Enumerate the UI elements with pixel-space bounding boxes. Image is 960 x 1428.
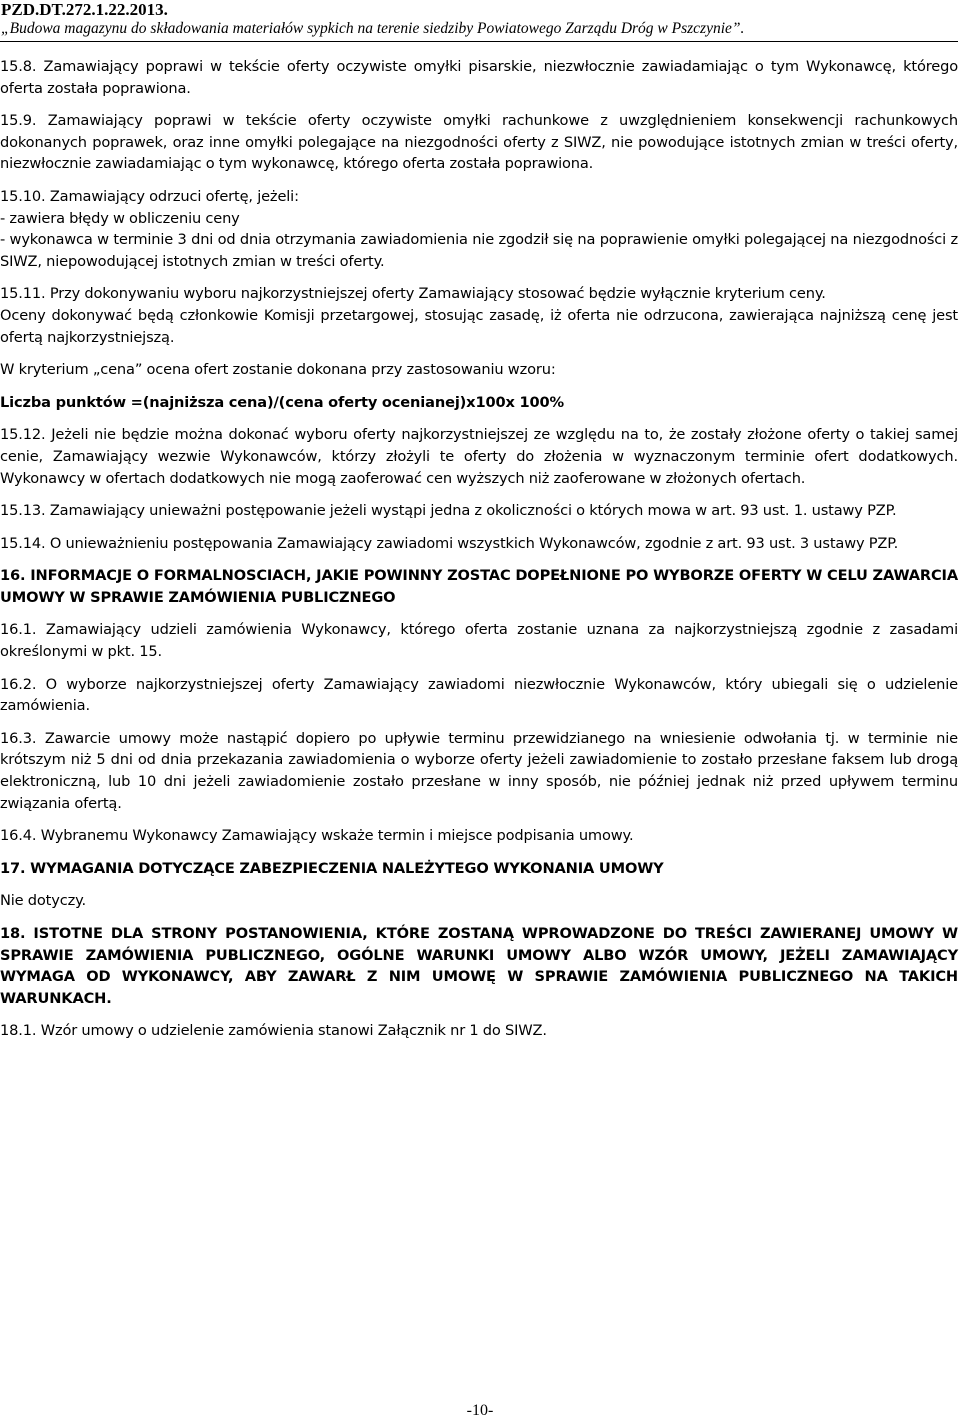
section-15-14	[0, 533, 958, 555]
section-number: 15.11.	[0, 285, 46, 303]
heading-16: 16. INFORMACJE O FORMALNOSCIACH, JAKIE POWINNY ZOSTAC DOPEŁNIONE PO WYBORZE OFERTY W CELU ZAWARCIA UMOWY W SPRAWIE ZAMÓWIENIA PUBLICZNEGO	[0, 567, 958, 606]
section-text-continued: Oceny dokonywać będą członkowie Komisji przetargowej, stosując zasadę, iż oferta nie odrzucona, zawierająca najniższą cenę jest ofertą najkorzystniejszą.	[0, 306, 958, 346]
section-text: Zawarcie umowy może nastąpić dopiero po upływie terminu przewidzianego na wniesienie odwołania tj. w terminie nie krótszym niż 5 dni od dnia przekazania zawiadomienia o wyborze oferty jeżeli zawiadomienie to zostało przesłane faksem lub drogą elektroniczną, lub 10 dni jeżeli zawiadomienie zostało przesłane w inny sposób, nie później jednak niż przed upływem terminu związania ofertą.	[0, 729, 958, 812]
section-15-13	[0, 500, 958, 522]
page-header	[0, 0, 960, 38]
section-text: Zamawiający udzieli zamówienia Wykonawcy, którego oferta zostanie uznana za najkorzystniejszą zgodnie z zasadami określonymi w pkt. 15.	[0, 621, 958, 661]
section-text: O wyborze najkorzystniejszej oferty Zamawiający zawiadomi niezwłocznie Wykonawców, który ubiegali się o udzielenie zamówienia.	[0, 675, 958, 715]
page-content	[0, 56, 958, 1053]
section-18-1	[0, 1020, 958, 1042]
section-intro	[0, 283, 958, 305]
section-number: 15.9.	[0, 112, 37, 130]
section-text: O unieważnieniu postępowania Zamawiający zawiadomi wszystkich Wykonawców, zgodnie z art. 93 ust. 3 ustawy PZP.	[49, 534, 899, 552]
section-intro	[0, 186, 958, 208]
list-item: - wykonawca w terminie 3 dni od dnia otrzymania zawiadomienia nie zgodził się na poprawienie omyłki polegającej na niezgodności z SIWZ, niepowodującej istotnych zmian w treści oferty.	[0, 231, 958, 270]
list-item: - zawiera błędy w obliczeniu ceny	[0, 209, 240, 227]
document-subject: „Budowa magazynu do składowania materiałów sypkich na terenie siedziby Powiatowego Zarządu Dróg w Pszczynie”.	[1, 20, 745, 37]
section-16-4	[0, 825, 958, 847]
section-text: Wzór umowy o udzielenie zamówienia stanowi Załącznik nr 1 do SIWZ.	[40, 1022, 547, 1040]
section-text: Przy dokonywaniu wyboru najkorzystniejszej oferty Zamawiający stosować będzie wyłącznie kryterium ceny.	[49, 285, 826, 303]
section-15-11	[0, 283, 958, 348]
section-number: 15.13.	[0, 502, 46, 520]
section-15-8	[0, 56, 958, 99]
section-15-12	[0, 424, 958, 489]
heading-17: 17. WYMAGANIA DOTYCZĄCE ZABEZPIECZENIA NALEŻYTEGO WYKONANIA UMOWY	[0, 859, 664, 877]
section-number: 16.1.	[0, 621, 37, 639]
scoring-formula: Liczba punktów =(najniższa cena)/(cena oferty ocenianej)x100x 100%	[0, 393, 564, 411]
section-16-3	[0, 728, 958, 814]
section-number: 15.10.	[0, 187, 46, 205]
section-number: 16.2.	[0, 675, 37, 693]
section-text: Zamawiający unieważni postępowanie jeżeli wystąpi jedna z okoliczności o których mowa w art. 93 ust. 1. ustawy PZP.	[49, 502, 897, 520]
section-15-10	[0, 186, 958, 272]
section-17-text: Nie dotyczy.	[0, 892, 87, 910]
section-text: Zamawiający odrzuci ofertę, jeżeli:	[49, 187, 299, 205]
page-number: -10-	[466, 1402, 494, 1419]
section-16-2	[0, 674, 958, 717]
section-text: Wybranemu Wykonawcy Zamawiający wskaże termin i miejsce podpisania umowy.	[40, 827, 634, 845]
section-text: Jeżeli nie będzie można dokonać wyboru oferty najkorzystniejszej ze względu na to, że zostały złożone oferty o takiej samej cenie, Zamawiający wezwie Wykonawców, którzy złożyli te oferty do złożenia w wyznaczonym terminie ofert dodatkowych. Wykonawcy w ofertach dodatkowych nie mogą zaoferować cen wyższych niż zaoferowane w złożonych ofertach.	[0, 426, 958, 487]
section-15-9	[0, 110, 958, 175]
section-number: 15.14.	[0, 534, 46, 552]
section-number: 15.8.	[0, 58, 37, 75]
section-number: 16.4.	[0, 827, 37, 845]
criterion-text: W kryterium „cena” ocena ofert zostanie dokonana przy zastosowaniu wzoru:	[0, 361, 556, 379]
document-reference: PZD.DT.272.1.22.2013.	[1, 0, 168, 19]
heading-18: 18. ISTOTNE DLA STRONY POSTANOWIENIA, KTÓRE ZOSTANĄ WPROWADZONE DO TREŚCI ZAWIERANEJ UMOWY W SPRAWIE ZAMÓWIENIA PUBLICZNEGO, OGÓLNE WARUNKI UMOWY ALBO WZÓR UMOWY, JEŻELI ZAMAWIAJĄCY WYMAGA OD WYKONAWCY, ABY ZAWARŁ Z NIM UMOWĘ W SPRAWIE ZAMÓWIENIA PUBLICZNEGO NA TAKICH WARUNKACH.	[0, 925, 958, 1007]
header-rule	[0, 41, 958, 42]
section-text: Zamawiający poprawi w tekście oferty oczywiste omyłki rachunkowe z uwzględnieniem konsekwencji rachunkowych dokonanych poprawek, oraz inne omyłki polegające na niezgodności oferty z SIWZ, nie powodujące istotnych zmian w treści oferty, niezwłocznie zawiadamiając o tym wykonawcę, którego oferta została poprawiona.	[0, 112, 959, 173]
section-number: 15.12.	[0, 426, 46, 444]
section-16-1	[0, 619, 958, 662]
section-number: 18.1.	[0, 1022, 37, 1040]
section-number: 16.3.	[0, 729, 37, 747]
section-text: Zamawiający poprawi w tekście oferty oczywiste omyłki pisarskie, niezwłocznie zawiadamiając o tym Wykonawcę, którego oferta została poprawiona.	[0, 58, 958, 97]
